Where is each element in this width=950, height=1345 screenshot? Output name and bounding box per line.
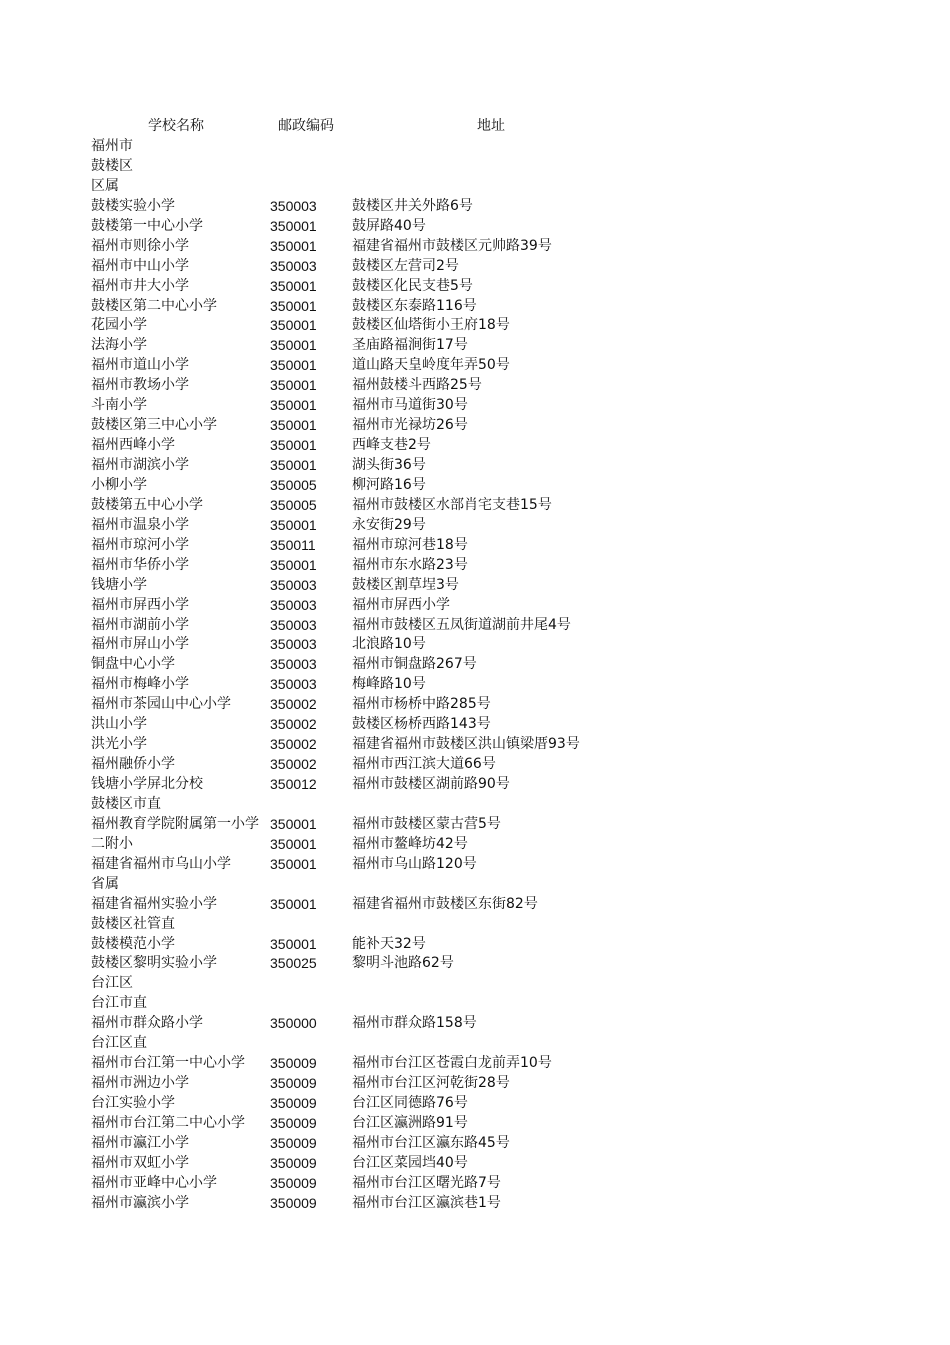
address-cell: 鼓楼区井关外路6号 [352,197,473,214]
school-name-cell: 福州市华侨小学 [91,556,189,573]
school-name-cell: 福州市湖前小学 [91,616,189,633]
address-cell: 北浪路10号 [352,636,426,653]
address-cell: 福州市群众路158号 [352,1015,477,1032]
table-row [0,774,950,794]
postal-code-cell: 350009 [270,1114,317,1131]
school-name-cell: 区属 [91,177,119,194]
table-row [0,1013,950,1033]
postal-code-cell: 350012 [270,776,317,792]
school-name-cell: 钱塘小学屏北分校 [91,776,203,792]
school-name-cell: 省属 [91,875,119,892]
column-header-school-name: 学校名称 [148,118,204,134]
school-name-cell: 铜盘中心小学 [91,656,175,673]
postal-code-cell: 350009 [270,1134,317,1151]
column-header-address: 地址 [477,118,505,134]
postal-code-cell: 350001 [270,437,317,454]
school-name-cell: 鼓楼区第三中心小学 [91,417,217,434]
table-row [0,1193,950,1213]
school-name-cell: 福建省福州市乌山小学 [91,855,231,872]
table-row [0,455,950,475]
address-cell: 湖头街36号 [352,457,426,473]
school-name-cell: 福州市教场小学 [91,377,189,394]
postal-code-cell: 350001 [270,237,317,254]
table-row [0,794,950,814]
address-cell: 永安街29号 [352,516,426,533]
address-cell: 福州市鼓楼区湖前路90号 [352,776,510,792]
postal-code-cell: 350001 [270,397,317,414]
postal-code-cell: 350009 [270,1194,317,1211]
school-name-cell: 福州市瀛滨小学 [91,1194,189,1211]
address-cell: 鼓楼区仙塔街小王府18号 [352,317,510,334]
table-row [0,854,950,874]
address-cell: 福州市西江滨大道66号 [352,756,496,773]
postal-code-cell: 350009 [270,1055,317,1072]
address-cell: 圣庙路福涧街17号 [352,337,468,354]
school-name-cell: 钱塘小学 [91,576,147,593]
postal-code-cell: 350003 [270,197,317,214]
table-row [0,1073,950,1093]
table-row [0,395,950,415]
table-row [0,1133,950,1153]
table-row [0,196,950,216]
address-cell: 台江区同德路76号 [352,1095,468,1111]
address-cell: 鼓屏路40号 [352,217,426,234]
address-cell: 能补天32号 [352,935,426,952]
postal-code-cell: 350025 [270,955,317,972]
school-name-cell: 鼓楼第五中心小学 [91,496,203,513]
postal-code-cell: 350009 [270,1075,317,1092]
table-row [0,1173,950,1193]
table-row [0,475,950,495]
school-name-cell: 福州市温泉小学 [91,516,189,533]
school-name-cell: 二附小 [91,835,133,852]
table-row [0,973,950,993]
school-name-cell: 台江实验小学 [91,1095,175,1111]
postal-code-cell: 350009 [270,1095,317,1111]
postal-code-cell: 350003 [270,257,317,274]
school-name-cell: 台江市直 [91,995,147,1012]
postal-code-cell: 350003 [270,656,317,673]
address-cell: 福州市铜盘路267号 [352,656,477,673]
table-row [0,375,950,395]
address-cell: 鼓楼区东泰路116号 [352,297,477,314]
postal-code-cell: 350001 [270,317,317,334]
table-row [0,595,950,615]
table-row [0,814,950,834]
table-row [0,296,950,316]
address-cell: 福建省福州市鼓楼区元帅路39号 [352,237,552,254]
table-row [0,216,950,236]
address-cell: 梅峰路10号 [352,676,426,693]
school-name-cell: 斗南小学 [91,397,147,414]
school-name-cell: 鼓楼区黎明实验小学 [91,955,217,972]
postal-code-cell: 350009 [270,1174,317,1191]
school-name-cell: 福州市群众路小学 [91,1015,203,1032]
postal-code-cell: 350009 [270,1154,317,1171]
address-cell: 福州市琼河巷18号 [352,536,468,553]
postal-code-cell: 350001 [270,357,317,374]
table-row [0,515,950,535]
postal-code-cell: 350001 [270,855,317,872]
school-name-cell: 福州市茶园山中心小学 [91,696,231,713]
school-name-cell: 台江区 [91,975,133,992]
postal-code-cell: 350001 [270,377,317,394]
school-name-cell: 福州市 [91,138,133,154]
address-cell: 福州市鼓楼区水部肖宅支巷15号 [352,496,552,513]
table-row [0,674,950,694]
school-name-cell: 福州市双虹小学 [91,1154,189,1171]
school-name-cell: 福州市亚峰中心小学 [91,1174,217,1191]
school-name-cell: 福州教育学院附属第一小学 [91,815,259,832]
school-name-cell: 福州市台江第一中心小学 [91,1055,245,1072]
address-cell: 福州市台江区瀛滨巷1号 [352,1194,501,1211]
table-row [0,654,950,674]
address-cell: 福州市马道街30号 [352,397,468,414]
address-cell: 台江区瀛洲路91号 [352,1114,468,1131]
address-cell: 台江区菜园垱40号 [352,1154,468,1171]
postal-code-cell: 350011 [270,536,316,553]
school-name-cell: 鼓楼模范小学 [91,935,175,952]
address-cell: 福州市杨桥中路285号 [352,696,491,713]
table-row [0,953,950,973]
table-row [0,615,950,635]
school-name-cell: 福州市洲边小学 [91,1075,189,1092]
table-row [0,435,950,455]
postal-code-cell: 350005 [270,476,317,493]
table-row [0,136,950,156]
table-row [0,734,950,754]
school-name-cell: 福建省福州实验小学 [91,895,217,912]
address-cell: 福州市台江区苍霞白龙前弄10号 [352,1055,552,1072]
table-row [0,335,950,355]
postal-code-cell: 350001 [270,457,317,473]
school-name-cell: 福州市井大小学 [91,277,189,294]
address-cell: 福州市鼓楼区五凤街道湖前井尾4号 [352,616,571,633]
table-row [0,714,950,734]
school-name-cell: 花园小学 [91,317,147,334]
address-cell: 福州市屏西小学 [352,596,450,613]
address-cell: 鼓楼区杨桥西路143号 [352,716,491,733]
postal-code-cell: 350001 [270,815,317,832]
address-cell: 道山路天皇岭度年弄50号 [352,357,510,374]
table-row [0,176,950,196]
school-name-cell: 福州市则徐小学 [91,237,189,254]
school-name-cell: 福州市屏西小学 [91,596,189,613]
table-row [0,694,950,714]
school-name-cell: 鼓楼实验小学 [91,197,175,214]
address-cell: 鼓楼区左营司2号 [352,257,459,274]
postal-code-cell: 350002 [270,736,317,753]
address-cell: 福州市东水路23号 [352,556,468,573]
table-row [0,315,950,335]
postal-code-cell: 350001 [270,516,317,533]
school-name-cell: 福州市台江第二中心小学 [91,1114,245,1131]
table-row [0,236,950,256]
table-row [0,495,950,515]
table-row [0,156,950,176]
school-name-cell: 鼓楼第一中心小学 [91,217,203,234]
school-name-cell: 福州市中山小学 [91,257,189,274]
school-name-cell: 福州融侨小学 [91,756,175,773]
table-row [0,1053,950,1073]
postal-code-cell: 350003 [270,616,317,633]
table-row [0,1093,950,1113]
postal-code-cell: 350001 [270,935,317,952]
table-row [0,1033,950,1053]
table-row [0,355,950,375]
table-row [0,874,950,894]
postal-code-cell: 350003 [270,596,317,613]
postal-code-cell: 350001 [270,297,317,314]
address-cell: 西峰支巷2号 [352,437,431,454]
table-row [0,914,950,934]
address-cell: 鼓楼区割草埕3号 [352,576,459,593]
postal-code-cell: 350003 [270,576,317,593]
address-cell: 柳河路16号 [352,476,426,493]
school-name-cell: 鼓楼区市直 [91,795,161,812]
school-rows [0,136,950,1213]
address-cell: 福州市鼓楼区蒙古营5号 [352,815,501,832]
school-name-cell: 福州市梅峰小学 [91,676,189,693]
postal-code-cell: 350001 [270,835,317,852]
address-cell: 黎明斗池路62号 [352,955,454,972]
table-row [0,634,950,654]
address-cell: 福州市台江区瀛东路45号 [352,1134,510,1151]
table-row [0,415,950,435]
school-name-cell: 鼓楼区第二中心小学 [91,297,217,314]
table-row [0,934,950,954]
address-cell: 福州鼓楼斗西路25号 [352,377,482,394]
school-name-cell: 福州市瀛江小学 [91,1134,189,1151]
school-name-cell: 小柳小学 [91,476,147,493]
postal-code-cell: 350001 [270,417,317,434]
postal-code-cell: 350001 [270,895,317,912]
postal-code-cell: 350001 [270,217,317,234]
address-cell: 福建省福州市鼓楼区东街82号 [352,895,538,912]
table-row [0,993,950,1013]
school-name-cell: 福州西峰小学 [91,437,175,454]
postal-code-cell: 350005 [270,496,317,513]
school-name-cell: 法海小学 [91,337,147,354]
postal-code-cell: 350002 [270,716,317,733]
table-row [0,754,950,774]
school-name-cell: 福州市道山小学 [91,357,189,374]
postal-code-cell: 350003 [270,636,317,653]
school-name-cell: 鼓楼区社管直 [91,915,175,932]
address-cell: 福州市鳌峰坊42号 [352,835,468,852]
table-row [0,256,950,276]
school-name-cell: 台江区直 [91,1035,147,1052]
address-cell: 鼓楼区化民支巷5号 [352,277,473,294]
school-name-cell: 福州市琼河小学 [91,536,189,553]
postal-code-cell: 350001 [270,556,317,573]
address-cell: 福州市台江区曙光路7号 [352,1174,501,1191]
table-row [0,555,950,575]
table-row [0,276,950,296]
table-row [0,575,950,595]
school-name-cell: 洪山小学 [91,716,147,733]
school-name-cell: 洪光小学 [91,736,147,753]
postal-code-cell: 350001 [270,337,317,354]
table-row [0,834,950,854]
address-cell: 福建省福州市鼓楼区洪山镇梁厝93号 [352,736,580,753]
school-name-cell: 福州市屏山小学 [91,636,189,653]
postal-code-cell: 350000 [270,1015,317,1032]
address-cell: 福州市乌山路120号 [352,855,477,872]
address-cell: 福州市台江区河乾街28号 [352,1075,510,1092]
postal-code-cell: 350002 [270,696,317,713]
table-row [0,1153,950,1173]
column-header-postal-code: 邮政编码 [278,118,334,134]
table-row [0,894,950,914]
postal-code-cell: 350002 [270,756,317,773]
table-row [0,1113,950,1133]
school-name-cell: 鼓楼区 [91,157,133,174]
school-name-cell: 福州市湖滨小学 [91,457,189,473]
table-row [0,535,950,555]
postal-code-cell: 350001 [270,277,317,294]
address-cell: 福州市光禄坊26号 [352,417,468,434]
postal-code-cell: 350003 [270,676,317,693]
